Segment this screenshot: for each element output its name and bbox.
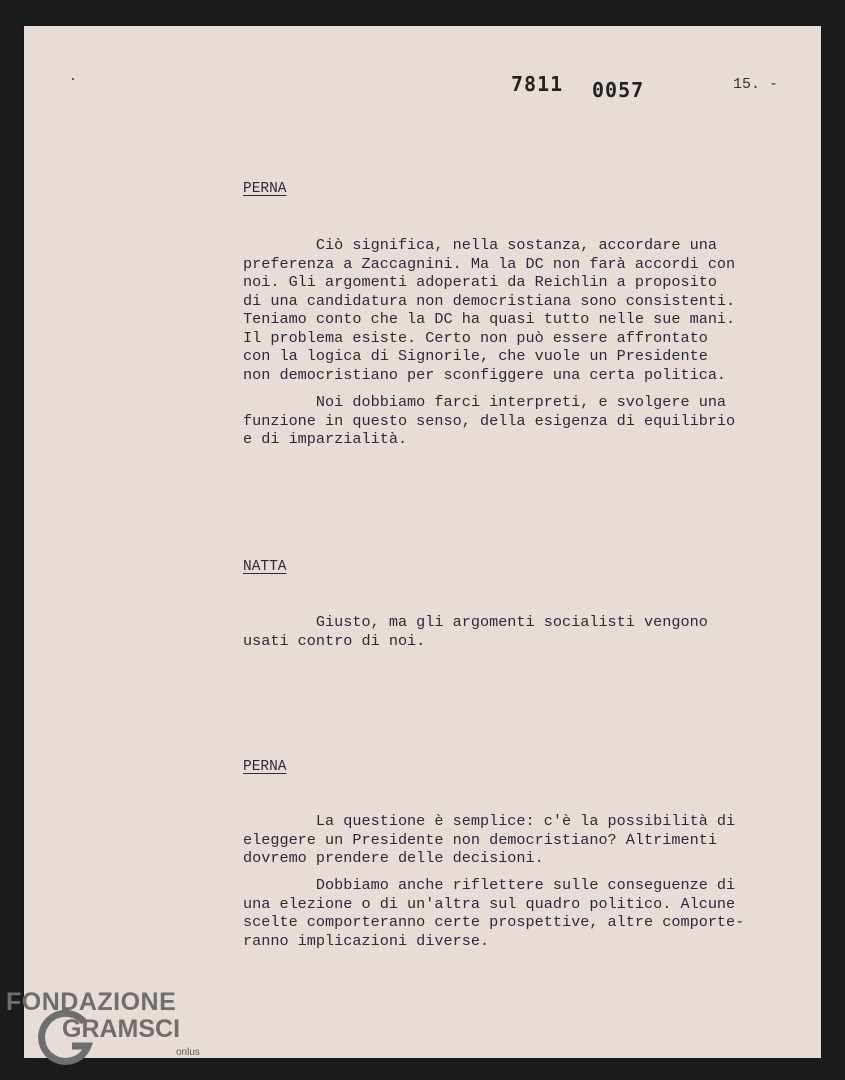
text-line: e di imparzialità.	[243, 430, 408, 448]
speaker-name: NATTA	[243, 559, 287, 575]
text-line: noi. Gli argomenti adoperati da Reichlin a proposito	[243, 273, 717, 291]
paragraph	[243, 393, 783, 449]
paragraph	[243, 812, 783, 868]
text-line: di una candidatura non democristiana sono consistenti.	[243, 291, 736, 310]
paragraph	[243, 236, 783, 384]
text-line: Noi dobbiamo farci interpreti, e svolgere una	[243, 393, 727, 411]
text-line: con la logica di Signorile, che vuole un Presidente	[243, 347, 708, 365]
text-line: usati contro di noi.	[243, 631, 426, 650]
text-line: non democristiano per sconfiggere una certa politica.	[243, 365, 727, 384]
watermark-line1: FONDAZIONE	[6, 988, 177, 1016]
text-line: Il problema esiste. Certo non può essere affrontato	[243, 328, 708, 347]
text-line: scelte comporteranno certe prospettive, altre comporte-	[243, 913, 745, 931]
watermark-sub: onlus	[176, 1047, 200, 1058]
text-line: ranno implicazioni diverse.	[243, 931, 490, 950]
watermark-line2: GRAMSCI	[62, 1015, 181, 1043]
text-line: funzione in questo senso, della esigenza di equilibrio	[243, 411, 736, 430]
text-line: preferenza a Zaccagnini. Ma la DC non farà accordi con	[243, 254, 736, 273]
text-line: Ciò significa, nella sostanza, accordare una	[243, 236, 717, 254]
text-line: Giusto, ma gli argomenti socialisti vengono	[243, 613, 708, 631]
text-line: Dobbiamo anche riflettere sulle conseguenze di	[243, 876, 736, 894]
speaker-name: PERNA	[243, 181, 287, 197]
gramsci-logo-icon	[36, 1008, 96, 1068]
text-line: Teniamo conto che la DC ha quasi tutto nelle sue mani.	[243, 310, 736, 328]
text-line: La questione è semplice: c'è la possibilità di	[243, 812, 736, 830]
fondazione-gramsci-watermark	[6, 988, 200, 1058]
speaker-name: PERNA	[243, 759, 287, 775]
text-line: eleggere un Presidente non democristiano? Altrimenti	[243, 830, 717, 849]
archive-stamp-left: 7811	[511, 72, 564, 96]
paragraph	[243, 876, 783, 950]
text-line: una elezione o di un'altra sul quadro politico. Alcune	[243, 894, 736, 913]
text-line: dovremo prendere delle decisioni.	[243, 849, 544, 867]
ink-dot	[72, 78, 74, 80]
archive-stamp-right: 0057	[592, 78, 645, 102]
page-number: 15. -	[733, 76, 779, 93]
paragraph	[243, 613, 783, 650]
